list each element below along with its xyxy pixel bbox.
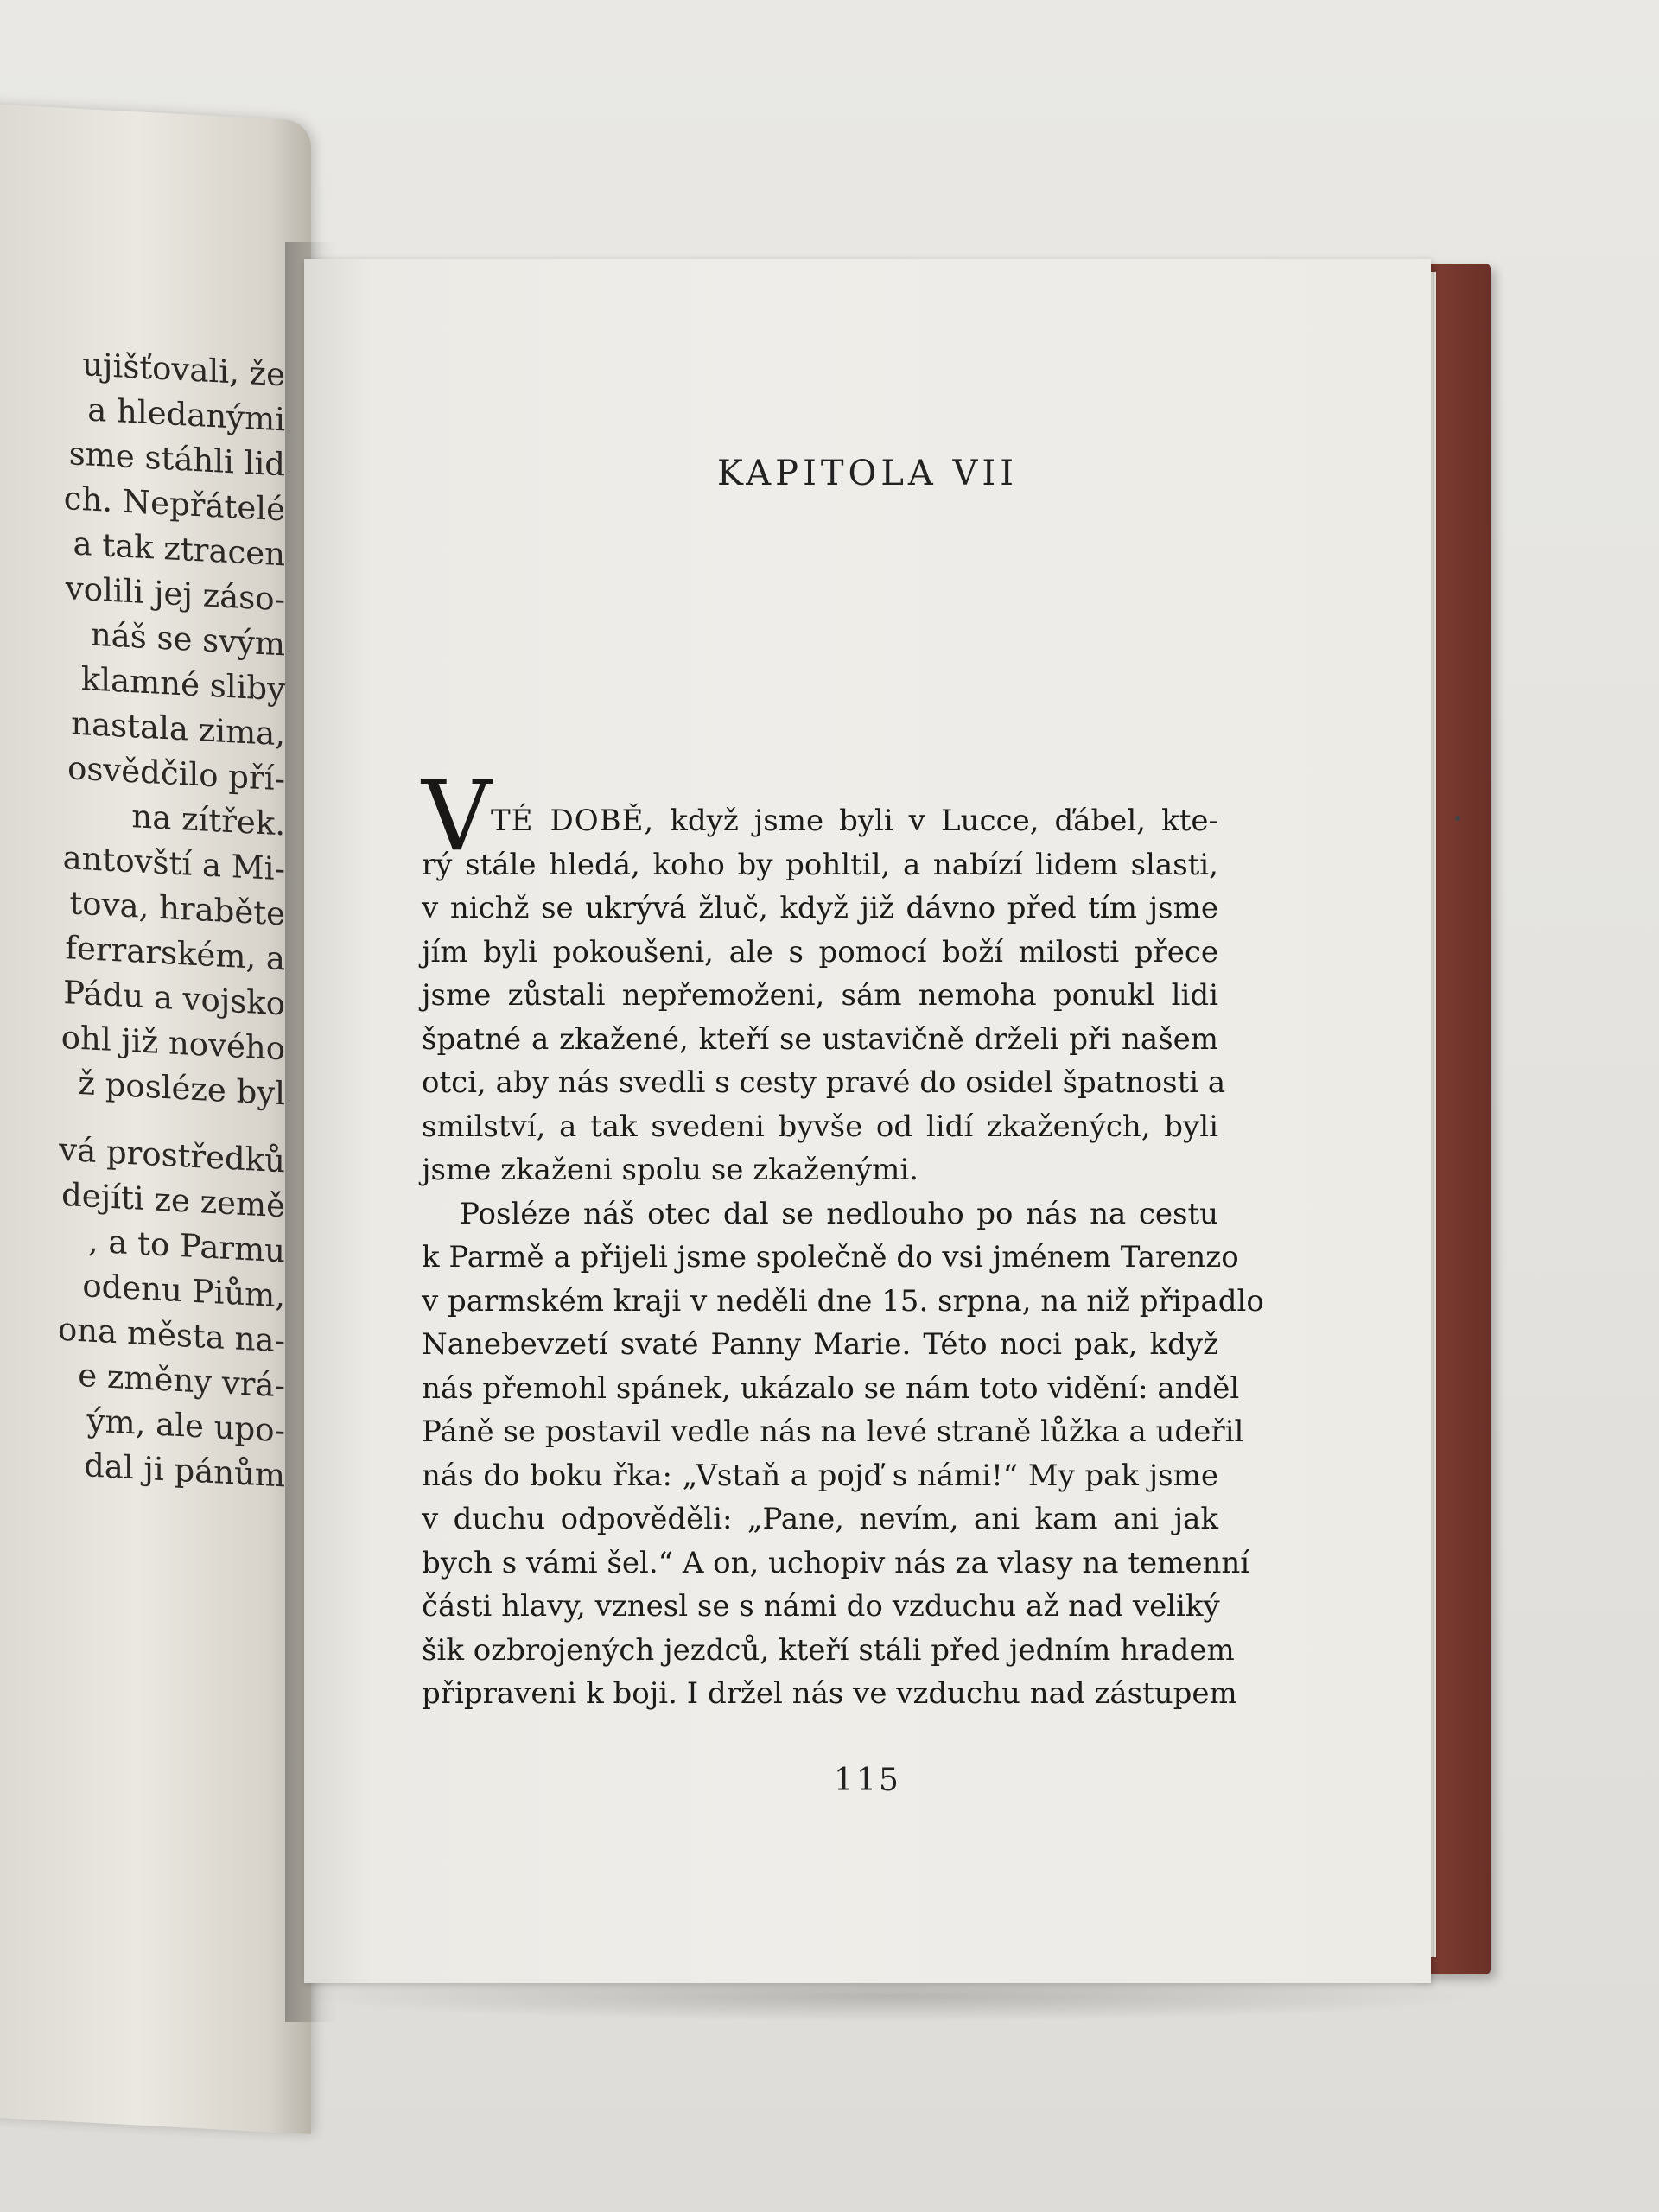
drop-cap: V: [422, 760, 492, 873]
text-line: v nichž se ukrývá žluč, když již dávno před tím jsme: [422, 891, 1218, 925]
text-line: náš se svým: [90, 615, 285, 664]
text-line: otci, aby nás svedli s cesty pravé do osidel špatnosti a: [422, 1065, 1226, 1100]
body-text: [422, 760, 1264, 1716]
text-line: Pádu a vojsko: [63, 973, 285, 1023]
left-paragraph-1: [0, 338, 285, 1116]
text-line: e změny vrá-: [78, 1356, 285, 1405]
paragraph-2: [422, 1192, 1264, 1716]
text-line: volili jej záso-: [65, 569, 285, 619]
text-line: , a to Parmu: [87, 1222, 285, 1270]
paragraph-1: [422, 843, 1226, 1192]
text-line: a hledanými: [87, 391, 285, 439]
first-line-smallcaps: TÉ DOBĚ,: [491, 804, 655, 838]
text-line: jím byli pokoušeni, ale s pomocí boží milosti přece: [422, 934, 1218, 969]
text-line: odenu Piům,: [82, 1267, 285, 1315]
text-line: dejíti ze země: [61, 1175, 285, 1225]
text-line: nás přemohl spánek, ukázalo se nám toto vidění: anděl: [422, 1370, 1240, 1406]
text-line: ohl již nového: [60, 1018, 285, 1068]
text-line: v parmském kraji v neděli dne 15. srpna, na niž připadlo: [422, 1283, 1264, 1319]
text-line: ch. Nepřátelé: [63, 479, 285, 529]
text-line: špatné a zkažené, kteří se ustavičně drželi při našem: [422, 1021, 1218, 1057]
text-line: na zítřek.: [131, 798, 285, 843]
text-line: části hlavy, vznesl se s námi do vzduchu až nad veliký: [422, 1589, 1220, 1624]
chapter-title: KAPITOLA VII: [717, 454, 1018, 493]
left-page-text: [0, 338, 285, 1498]
text-line: osvědčilo pří-: [67, 749, 285, 798]
text-line: tova, hraběte: [69, 884, 285, 933]
text-line: ujišťovali, že: [82, 346, 285, 394]
text-line: Posléze náš otec dal se nedlouho po nás na cestu: [460, 1196, 1218, 1231]
text-line: klamné sliby: [80, 660, 285, 709]
text-line: rý stále hledá, koho by pohltil, a nabízí lidem slasti,: [422, 847, 1218, 882]
left-paragraph-2: [0, 1124, 285, 1498]
text-line: nastala zima,: [71, 704, 285, 753]
left-page: [0, 103, 311, 2134]
text-line: ž posléze byl: [78, 1064, 285, 1113]
text-line: Páně se postavil vedle nás na levé straně lůžka a udeřil: [422, 1414, 1244, 1449]
text-line: Nanebevzetí svaté Panny Marie. Této noci pak, když: [422, 1327, 1218, 1362]
right-page: [304, 259, 1431, 1983]
text-line: ona města na-: [58, 1310, 285, 1360]
first-line-rest: když jsme byli v Lucce, ďábel, kte-: [670, 804, 1218, 838]
text-line: šik ozbrojených jezdců, kteří stáli před jedním hradem: [422, 1632, 1235, 1668]
text-line: vá prostředků: [59, 1130, 285, 1180]
text-line: dal ji pánům: [84, 1446, 285, 1495]
text-line: jsme zůstali nepřemoženi, sám nemoha ponukl lidi: [422, 978, 1218, 1013]
text-line: antovští a Mi-: [62, 838, 285, 888]
text-line: jsme zkaženi spolu se zkaženými.: [422, 1153, 919, 1187]
text-line: ferrarském, a: [65, 929, 285, 978]
text-line: nás do boku řka: „Vstaň a pojď s námi!“ My pak jsme: [422, 1458, 1218, 1493]
text-line: bych s vámi šel.“ A on, uchopiv nás za vlasy na temenní: [422, 1545, 1250, 1580]
text-line: ým, ale upo-: [86, 1402, 285, 1450]
text-line: v duchu odpověděli: „Pane, nevím, ani kam ani jak: [422, 1502, 1218, 1536]
text-line: smilství, a tak svedeni byvše od lidí zkažených, byli: [422, 1109, 1218, 1144]
first-line: [422, 799, 1218, 843]
text-line: k Parmě a přijeli jsme společně do vsi jménem Tarenzo: [422, 1240, 1239, 1274]
text-line: a tak ztracen: [73, 524, 285, 574]
paper-speck: [1455, 816, 1460, 821]
text-line: připraveni k boji. I držel nás ve vzduchu nad zástupem: [422, 1676, 1237, 1711]
text-line: sme stáhli lid: [68, 435, 285, 484]
page-number: 115: [834, 1763, 901, 1798]
